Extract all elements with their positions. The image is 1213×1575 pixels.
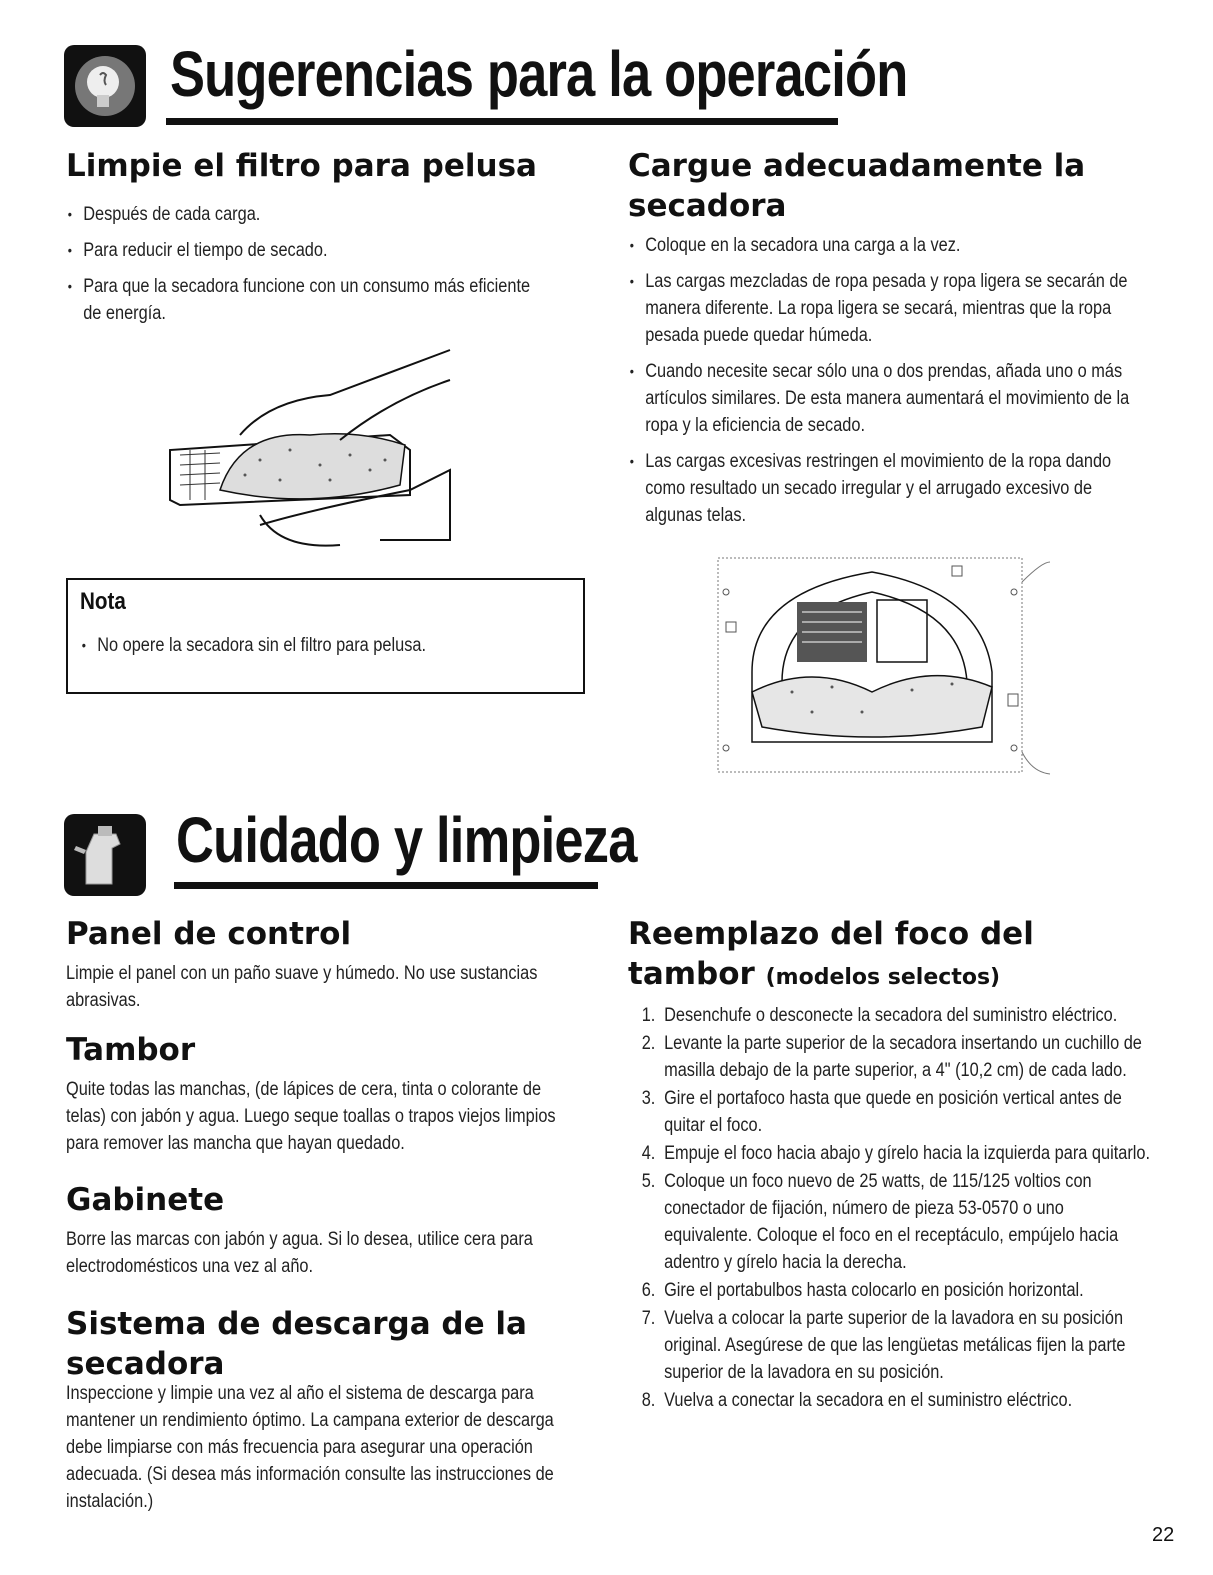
lint-list	[66, 201, 548, 336]
sistema-heading	[66, 1304, 527, 1384]
note-list	[80, 632, 562, 668]
panel-heading: Panel de control	[66, 916, 352, 952]
tambor-heading: Tambor	[66, 1032, 196, 1068]
list-item: • Las cargas excesivas restringen el movimiento de la ropa dando como resultado un secado irregular y el arrugado excesivo de algunas telas.	[628, 448, 1144, 529]
gabinete-text: Borre las marcas con jabón y agua. Si lo desea, utilice cera para electrodomésticos una vez al año.	[66, 1229, 533, 1277]
sistema-heading-line2: secadora	[66, 1346, 225, 1382]
list-item: 4. Empuje el foco hacia abajo y gírelo hacia la izquierda para quitarlo.	[641, 1143, 1151, 1164]
lint-filter-illustration	[160, 340, 460, 560]
load-heading-line2: secadora	[628, 188, 787, 224]
spray-bottle-icon	[64, 814, 146, 896]
list-item: • Coloque en la secadora una carga a la vez.	[628, 232, 1144, 259]
care-title-underline	[174, 882, 598, 889]
care-title: Cuidado y limpieza	[176, 804, 637, 876]
foco-heading-suffix: (modelos selectos)	[765, 965, 1001, 990]
lint-heading: Limpie el filtro para pelusa	[66, 148, 537, 184]
list-item: 5. Coloque un foco nuevo de 25 watts, de 115/125 voltios con conectador de fijación, número de pieza 53-0570 o uno equivalente. Coloque el foco en el receptáculo, empújelo hacia adentro y gírelo hacia la derecha.	[641, 1171, 1119, 1273]
list-item: • No opere la secadora sin el filtro para pelusa.	[80, 632, 562, 659]
list-item: • Las cargas mezcladas de ropa pesada y ropa ligera se secarán de manera diferente. La ropa ligera se secará, mientras que la ropa pesada puede quedar húmeda.	[628, 268, 1144, 349]
list-item: • Para que la secadora funcione con un consumo más eficiente de energía.	[66, 273, 548, 327]
note-heading: Nota	[80, 588, 126, 615]
load-heading-line1: Cargue adecuadamente la	[628, 148, 1086, 184]
foco-steps	[640, 1002, 1156, 1415]
list-item: • Después de cada carga.	[66, 201, 548, 228]
dryer-drum-illustration	[712, 552, 1052, 778]
list-item: • Para reducir el tiempo de secado.	[66, 237, 548, 264]
list-item: 8. Vuelva a conectar la secadora en el suministro eléctrico.	[641, 1390, 1073, 1411]
sistema-text: Inspeccione y limpie una vez al año el sistema de descarga para mantener un rendimiento óptimo. La campana exterior de descarga debe limpiarse con más frecuencia para asegurar una operación adecuada. (Si desea más información consulte las instrucciones de instalación.)	[66, 1383, 554, 1512]
page-title: Sugerencias para la operación	[170, 38, 908, 110]
lightbulb-icon	[64, 45, 146, 127]
foco-heading-line1: Reemplazo del foco del	[628, 916, 1034, 952]
foco-heading	[628, 914, 1034, 998]
foco-heading-line2: tambor	[628, 956, 755, 992]
gabinete-heading: Gabinete	[66, 1182, 225, 1218]
panel-text: Limpie el panel con un paño suave y húmedo. No use sustancias abrasivas.	[66, 963, 538, 1011]
load-list	[628, 232, 1144, 538]
tambor-text: Quite todas las manchas, (de lápices de cera, tinta o colorante de telas) con jabón y agua. Luego seque toallas o trapos viejos limpios para remover las mancha que hayan quedado.	[66, 1079, 556, 1154]
list-item: 1. Desenchufe o desconecte la secadora del suministro eléctrico.	[641, 1005, 1118, 1026]
page-number: 22	[1152, 1524, 1175, 1546]
sistema-heading-line1: Sistema de descarga de la	[66, 1306, 527, 1342]
list-item: • Cuando necesite secar sólo una o dos prendas, añada uno o más artículos similares. De esta manera aumentará el movimiento de la ropa y la eficiencia de secado.	[628, 358, 1144, 439]
note-box	[66, 578, 585, 694]
title-underline	[166, 118, 838, 125]
list-item: 6. Gire el portabulbos hasta colocarlo en posición horizontal.	[641, 1280, 1084, 1301]
list-item: 3. Gire el portafoco hasta que quede en posición vertical antes de quitar el foco.	[641, 1088, 1122, 1136]
list-item: 2. Levante la parte superior de la secadora insertando un cuchillo de masilla debajo de la parte superior, a 4" (10,2 cm) de cada lado.	[641, 1033, 1142, 1081]
list-item: 7. Vuelva a colocar la parte superior de la lavadora en su posición original. Asegúrese de que las lengüetas metálicas fijen la parte superior de la lavadora en su posición.	[641, 1308, 1126, 1383]
load-heading	[628, 146, 1085, 226]
